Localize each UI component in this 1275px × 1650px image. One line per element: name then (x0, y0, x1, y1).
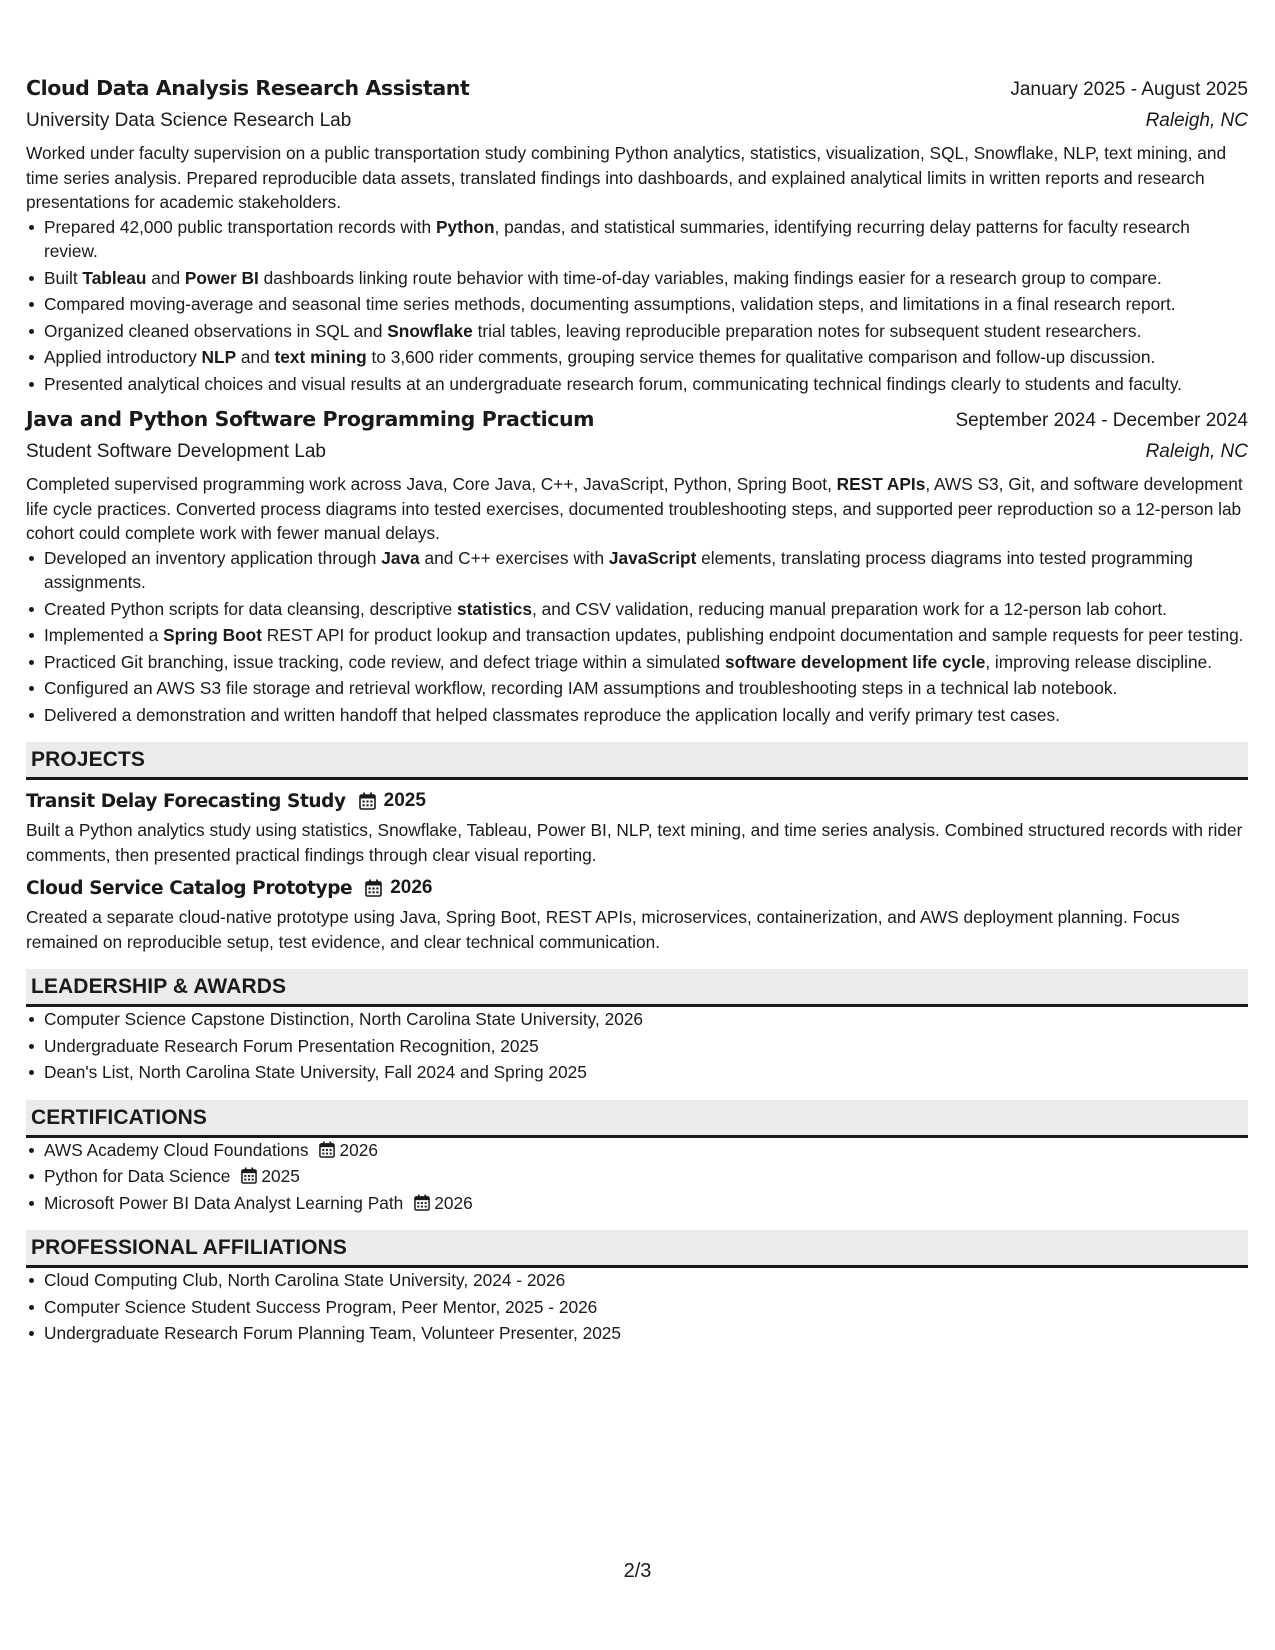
job-bullets (26, 215, 1248, 397)
job-dates: January 2025 - August 2025 (1010, 79, 1248, 100)
project-description: Created a separate cloud-native prototype using Java, Spring Boot, REST APIs, microservices, containerization, and AWS deployment planning. Focus remained on reproducible setup, test evidence, and clear technical communication. (26, 907, 1180, 952)
calendar-icon (359, 792, 376, 810)
experience-entry (26, 407, 1248, 727)
job-title: Java and Python Software Programming Practicum (26, 407, 595, 431)
list-item (44, 1138, 1248, 1163)
leadership-list (26, 1007, 1248, 1085)
experience-entry (26, 76, 1248, 396)
bullet-item: Built Tableau and Power BI dashboards linking route behavior with time-of-day variables, making findings easier for a research group to compare. (44, 266, 1248, 291)
bullet-item: Presented analytical choices and visual results at an undergraduate research forum, communicating technical findings clearly to students and faculty. (44, 372, 1248, 397)
list-item: Undergraduate Research Forum Planning Team, Volunteer Presenter, 2025 (44, 1321, 1248, 1346)
job-title: Cloud Data Analysis Research Assistant (26, 76, 470, 100)
page-number: 2/3 (623, 1560, 652, 1582)
list-item (44, 1191, 1248, 1216)
job-summary: Worked under faculty supervision on a public transportation study combining Python analytics, statistics, visualization, SQL, Snowflake, NLP, text mining, and time series analysis. Prepared reproducible data assets, translated findings into dashboards, and explained analytical limits in written reports and research presentations for academic stakeholders. (26, 143, 1227, 212)
section-heading-projects: PROJECTS (26, 742, 1248, 780)
job-summary: Completed supervised programming work across Java, Core Java, C++, JavaScript, Python, Spring Boot, REST APIs, AWS S3, Git, and software development life cycle practices. Converted process diagrams into tested exercises, documented troubleshooting steps, and supported peer reproduction so a 12-person lab cohort could complete work with fewer manual delays. (26, 474, 1243, 543)
project-year: 2026 (390, 877, 433, 898)
job-bullets (26, 546, 1248, 728)
calendar-icon (414, 1193, 430, 1210)
section-heading-leadership: LEADERSHIP & AWARDS (26, 969, 1248, 1007)
project-entry (26, 790, 1248, 867)
job-organization: University Data Science Research Lab (26, 110, 352, 131)
job-location: Raleigh, NC (1145, 441, 1248, 462)
list-item: Undergraduate Research Forum Presentation Recognition, 2025 (44, 1034, 1248, 1059)
project-title: Cloud Service Catalog Prototype (26, 877, 353, 899)
certification-name: Microsoft Power BI Data Analyst Learning Path (44, 1192, 404, 1213)
calendar-icon (365, 879, 382, 897)
bullet-item: Prepared 42,000 public transportation records with Python, pandas, and statistical summaries, identifying recurring delay patterns for faculty research review. (44, 215, 1248, 264)
bullet-item: Organized cleaned observations in SQL and Snowflake trial tables, leaving reproducible preparation notes for subsequent student researchers. (44, 319, 1248, 344)
project-entry (26, 877, 1248, 954)
bullet-item: Implemented a Spring Boot REST API for product lookup and transaction updates, publishing endpoint documentation and sample requests for peer testing. (44, 623, 1248, 648)
section-heading-certifications: CERTIFICATIONS (26, 1100, 1248, 1138)
job-dates: September 2024 - December 2024 (955, 410, 1248, 431)
list-item (44, 1164, 1248, 1189)
certification-year: 2025 (261, 1166, 300, 1186)
affiliations-list (26, 1268, 1248, 1346)
bullet-item: Developed an inventory application through Java and C++ exercises with JavaScript elements, translating process diagrams into tested programming assignments. (44, 546, 1248, 595)
certification-name: AWS Academy Cloud Foundations (44, 1139, 309, 1160)
certifications-list (26, 1138, 1248, 1216)
bullet-item: Created Python scripts for data cleansing, descriptive statistics, and CSV validation, reducing manual preparation work for a 12-person lab cohort. (44, 597, 1248, 622)
resume-page (26, 76, 1248, 1348)
project-year: 2025 (383, 790, 426, 811)
certification-year: 2026 (434, 1192, 473, 1213)
certification-name: Python for Data Science (44, 1166, 231, 1186)
list-item: Computer Science Capstone Distinction, North Carolina State University, 2026 (44, 1007, 1248, 1032)
list-item: Cloud Computing Club, North Carolina State University, 2024 - 2026 (44, 1268, 1248, 1293)
job-organization: Student Software Development Lab (26, 441, 326, 462)
bullet-item: Practiced Git branching, issue tracking, code review, and defect triage within a simulated software development life cycle, improving release discipline. (44, 650, 1248, 675)
bullet-item: Delivered a demonstration and written handoff that helped classmates reproduce the application locally and verify primary test cases. (44, 703, 1248, 728)
calendar-icon (241, 1166, 257, 1183)
bullet-item: Compared moving-average and seasonal time series methods, documenting assumptions, validation steps, and limitations in a final research report. (44, 292, 1248, 317)
bullet-item: Configured an AWS S3 file storage and retrieval workflow, recording IAM assumptions and troubleshooting steps in a technical lab notebook. (44, 676, 1248, 701)
project-description: Built a Python analytics study using statistics, Snowflake, Tableau, Power BI, NLP, text mining, and time series analysis. Combined structured records with rider comments, then presented practical findings through clear visual reporting. (26, 820, 1243, 865)
job-location: Raleigh, NC (1145, 110, 1248, 131)
section-heading-affiliations: PROFESSIONAL AFFILIATIONS (26, 1230, 1248, 1268)
list-item: Computer Science Student Success Program, Peer Mentor, 2025 - 2026 (44, 1295, 1248, 1320)
list-item: Dean's List, North Carolina State University, Fall 2024 and Spring 2025 (44, 1060, 1248, 1085)
calendar-icon (319, 1140, 335, 1157)
bullet-item: Applied introductory NLP and text mining to 3,600 rider comments, grouping service themes for qualitative comparison and follow-up discussion. (44, 345, 1248, 370)
project-title: Transit Delay Forecasting Study (26, 790, 346, 812)
certification-year: 2026 (339, 1139, 378, 1160)
